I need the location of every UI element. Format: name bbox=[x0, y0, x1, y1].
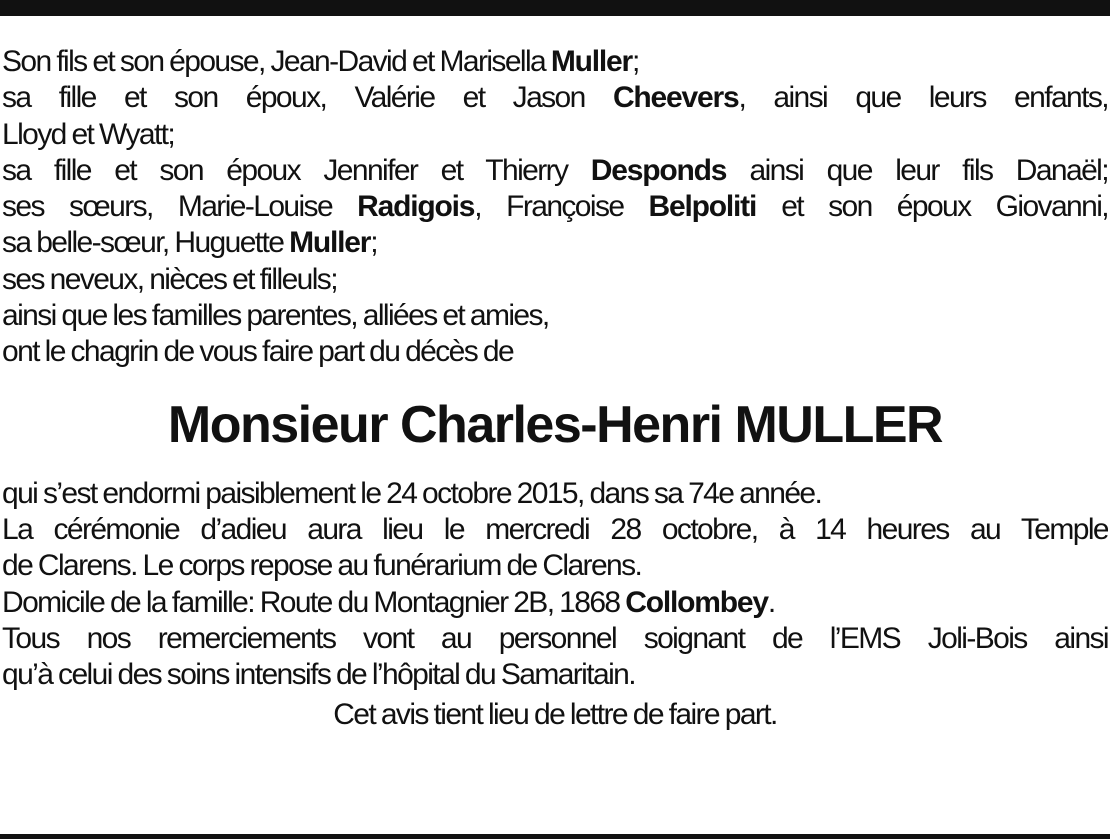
closing-line: Cet avis tient lieu de lettre de faire part. bbox=[333, 698, 777, 732]
address-town: Collombey bbox=[625, 585, 768, 619]
address-line: Domicile de la famille: Route du Montagnier 2B, 1868 Collombey. bbox=[2, 585, 775, 619]
family-line-son: Son fils et son épouse, Jean-David et Marisella Muller; bbox=[2, 45, 639, 78]
family-surname: Belpoliti bbox=[648, 190, 757, 224]
thanks-line-1: Tous nos remerciements vont au personnel soignant de l’EMS Joli-Bois ainsi bbox=[2, 621, 1108, 655]
obituary-notice bbox=[2, 44, 1108, 734]
family-surname: Cheevers bbox=[612, 81, 739, 115]
family-surname: Desponds bbox=[590, 153, 727, 187]
family-line-families: ainsi que les familles parentes, alliées et amies, bbox=[2, 299, 549, 333]
thanks-line-2: qu’à celui des soins intensifs de l’hôpital du Samaritain. bbox=[2, 658, 635, 692]
ceremony-line-2: de Clarens. Le corps repose au funérarium de Clarens. bbox=[2, 549, 642, 583]
family-line-sisters: ses sœurs, Marie-Louise Radigois, Françoise Belpoliti et son époux Giovanni, bbox=[2, 190, 1108, 224]
bottom-border-rule bbox=[0, 834, 1110, 839]
family-line-daughter-1: sa fille et son époux, Valérie et Jason Cheevers, ainsi que leurs enfants, bbox=[2, 81, 1108, 115]
family-surname: Radigois bbox=[357, 190, 475, 224]
announcement-line: ont le chagrin de vous faire part du décès de bbox=[2, 335, 514, 369]
family-line-nephews: ses neveux, nièces et filleuls; bbox=[2, 262, 337, 296]
family-surname: Muller bbox=[550, 45, 633, 78]
family-line-sister-in-law: sa belle-sœur, Huguette Muller; bbox=[2, 226, 377, 260]
deceased-name: Monsieur Charles-Henri MULLER bbox=[167, 395, 943, 454]
top-border-rule bbox=[0, 0, 1110, 16]
family-surname: Muller bbox=[289, 226, 371, 260]
family-line-grandchildren: Lloyd et Wyatt; bbox=[2, 117, 175, 151]
family-line-daughter-2: sa fille et son époux Jennifer et Thierry Desponds ainsi que leur fils Danaël; bbox=[2, 153, 1108, 187]
death-details-line: qui s’est endormi paisiblement le 24 octobre 2015, dans sa 74e année. bbox=[2, 476, 822, 510]
ceremony-line-1: La cérémonie d’adieu aura lieu le mercredi 28 octobre, à 14 heures au Temple bbox=[2, 512, 1108, 546]
